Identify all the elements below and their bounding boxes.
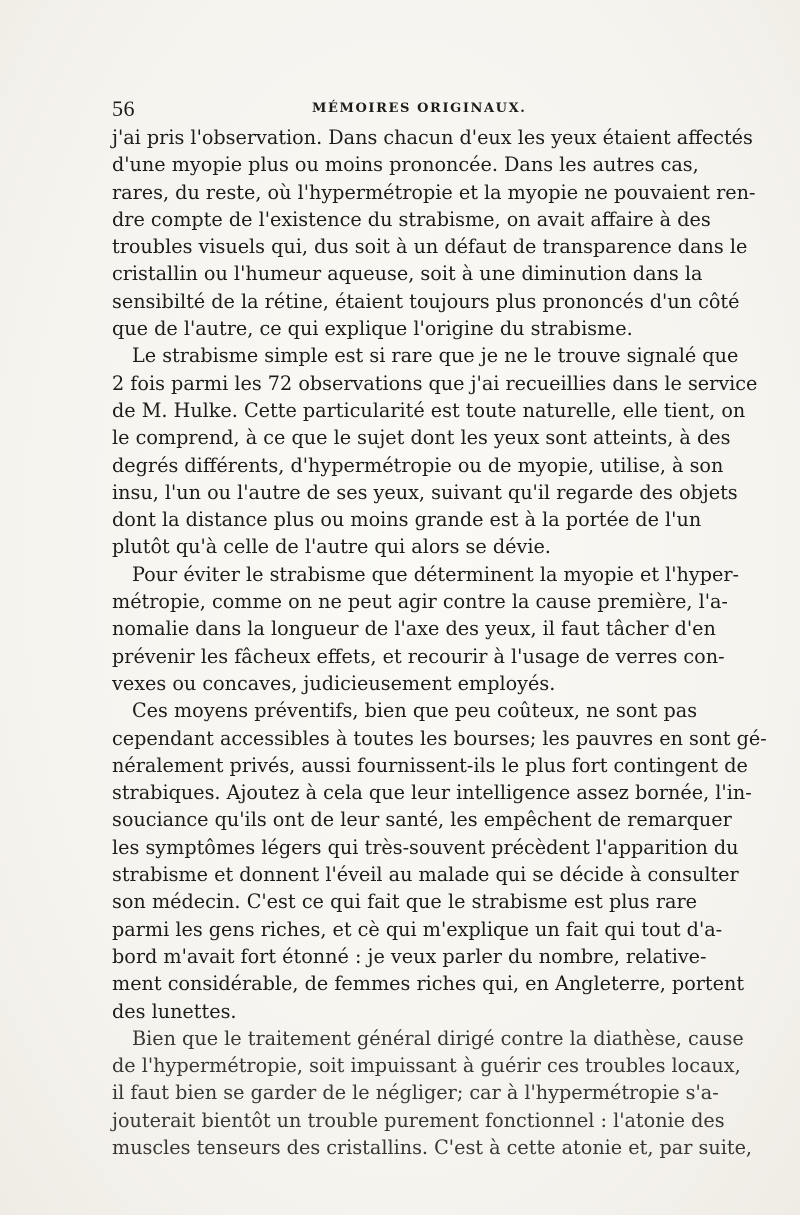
- body-text: [112, 124, 767, 1161]
- paragraph-first-line: Ces moyens préventifs, bien que peu coûteux, ne sont pas: [132, 699, 698, 723]
- text-line: les symptômes légers qui très-souvent précèdent l'apparition du: [112, 835, 739, 859]
- text-line: d'une myopie plus ou moins prononcée. Dans les autres cas,: [112, 153, 699, 177]
- text-line: dre compte de l'existence du strabisme, on avait affaire à des: [112, 207, 711, 231]
- running-head: MÉMOIRES ORIGINAUX.: [312, 101, 527, 116]
- text-line: ment considérable, de femmes riches qui, en Angleterre, portent: [112, 972, 745, 996]
- text-line: strabiques. Ajoutez à cela que leur intelligence assez bornée, l'in-: [112, 781, 752, 805]
- text-line: strabisme et donnent l'éveil au malade qui se décide à consulter: [112, 863, 739, 887]
- text-line: parmi les gens riches, et cè qui m'explique un fait qui tout d'a-: [112, 917, 723, 941]
- text-line: jouterait bientôt un trouble purement fonctionnel : l'atonie des: [112, 1108, 725, 1132]
- text-line: plutôt qu'à celle de l'autre qui alors se dévie.: [112, 535, 551, 559]
- text-line: dont la distance plus ou moins grande est à la portée de l'un: [112, 508, 702, 532]
- text-line: néralement privés, aussi fournissent-ils le plus fort contingent de: [112, 753, 748, 777]
- text-line: muscles tenseurs des cristallins. C'est à cette atonie et, par suite,: [112, 1135, 753, 1159]
- text-line: métropie, comme on ne peut agir contre la cause première, l'a-: [112, 590, 728, 614]
- text-line: insu, l'un ou l'autre de ses yeux, suivant qu'il regarde des objets: [112, 480, 738, 504]
- text-line: le comprend, à ce que le sujet dont les yeux sont atteints, à des: [112, 426, 731, 450]
- text-line: de l'hypermétropie, soit impuissant à guérir ces troubles locaux,: [112, 1054, 741, 1078]
- text-line: que de l'autre, ce qui explique l'origine du strabisme.: [112, 317, 633, 341]
- text-line: souciance qu'ils ont de leur santé, les empêchent de remarquer: [112, 808, 732, 832]
- text-line: sensibilté de la rétine, étaient toujours plus prononcés d'un côté: [112, 289, 740, 313]
- paragraph-first-line: Pour éviter le strabisme que déterminent la myopie et l'hyper-: [132, 562, 740, 586]
- text-line: cependant accessibles à toutes les bourses; les pauvres en sont gé-: [112, 726, 767, 750]
- text-line: bord m'avait fort étonné : je veux parler du nombre, relative-: [112, 944, 707, 968]
- text-line: rares, du reste, où l'hypermétropie et la myopie ne pouvaient ren-: [112, 180, 756, 204]
- text-line: degrés différents, d'hypermétropie ou de myopie, utilise, à son: [112, 453, 724, 477]
- text-line: prévenir les fâcheux effets, et recourir à l'usage de verres con-: [112, 644, 725, 668]
- paragraph-first-line: Le strabisme simple est si rare que je ne le trouve signalé que: [132, 344, 739, 368]
- page-header: [112, 96, 697, 124]
- text-line: cristallin ou l'humeur aqueuse, soit à une diminution dans la: [112, 262, 703, 286]
- text-line: de M. Hulke. Cette particularité est toute naturelle, elle tient, on: [112, 398, 746, 422]
- paragraph-first-line: Bien que le traitement général dirigé contre la diathèse, cause: [132, 1026, 744, 1050]
- text-line: troubles visuels qui, dus soit à un défaut de transparence dans le: [112, 235, 748, 259]
- page-number: 56: [112, 96, 135, 121]
- text-line: il faut bien se garder de le négliger; car à l'hypermétropie s'a-: [112, 1081, 719, 1105]
- text-line: nomalie dans la longueur de l'axe des yeux, il faut tâcher d'en: [112, 617, 716, 641]
- text-line: son médecin. C'est ce qui fait que le strabisme est plus rare: [112, 890, 697, 914]
- text-line: 2 fois parmi les 72 observations que j'ai recueillies dans le service: [112, 371, 758, 395]
- text-line: des lunettes.: [112, 999, 237, 1023]
- text-line: vexes ou concaves, judicieusement employés.: [112, 671, 556, 695]
- text-line: j'ai pris l'observation. Dans chacun d'eux les yeux étaient affectés: [112, 126, 753, 149]
